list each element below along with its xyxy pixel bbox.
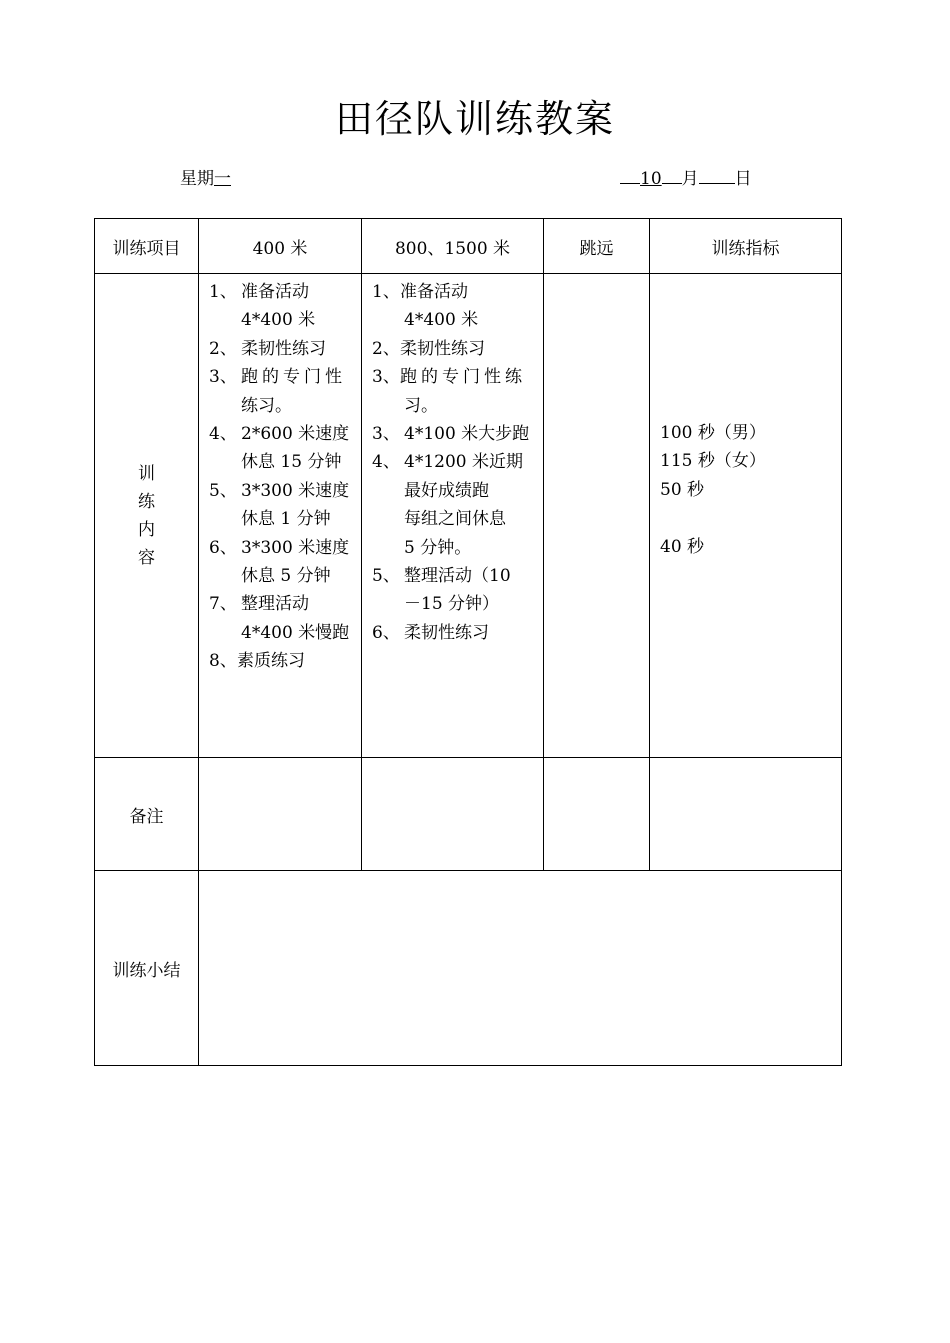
list-item: 4、 2*600 米速度 <box>209 424 350 445</box>
date-day-unit: 日 <box>734 169 752 189</box>
weekday-value: 一 <box>214 169 231 189</box>
list-item: 8、素质练习 <box>209 651 305 672</box>
list-item: 1、 准备活动 <box>209 282 309 302</box>
content-label-char: 容 <box>138 547 155 568</box>
header-400m: 400 米 <box>199 219 362 274</box>
header-long-jump: 跳远 <box>544 219 650 274</box>
list-item: 6、 柔韧性练习 <box>372 622 489 643</box>
notes-row-label: 备注 <box>95 758 199 871</box>
content-label-char: 内 <box>138 519 155 540</box>
list-item: 3、 4*100 米大步跑 <box>372 424 530 445</box>
list-item-continuation: －15 分钟） <box>404 594 500 615</box>
content-label-char: 训 <box>138 463 155 484</box>
list-item: 5、 整理活动（10 <box>372 566 511 587</box>
metric-value: 50 秒 <box>660 479 705 500</box>
list-item: 4、 4*1200 米近期 <box>372 452 523 473</box>
notes-400m-cell <box>199 758 362 871</box>
list-item: 6、 3*300 米速度 <box>209 537 350 558</box>
list-item-continuation: 休息 1 分钟 <box>241 509 331 530</box>
date-blank-before-month <box>620 168 640 184</box>
list-item-continuation: 4*400 米 <box>404 310 479 331</box>
content-400m-list <box>199 274 361 676</box>
date-month: 10 <box>640 169 662 189</box>
content-800-1500m-list <box>362 274 543 647</box>
header-metrics: 训练指标 <box>650 219 842 274</box>
summary-row <box>95 871 842 1066</box>
metric-value: 115 秒（女） <box>660 451 766 472</box>
header-800-1500m: 800、1500 米 <box>362 219 544 274</box>
list-item: 5、 3*300 米速度 <box>209 480 350 501</box>
metric-spacer <box>660 504 835 532</box>
metric-value: 40 秒 <box>660 536 705 557</box>
page-title: 田径队训练教案 <box>334 97 615 141</box>
list-item-continuation: 4*400 米慢跑 <box>241 622 350 643</box>
list-item: 3、 跑的专门性 <box>209 367 346 388</box>
list-item-continuation: 5 分钟。 <box>404 537 472 558</box>
summary-content-cell <box>199 871 842 1066</box>
list-item: 1、准备活动 <box>372 282 468 302</box>
notes-metrics-cell <box>650 758 842 871</box>
list-item-continuation: 最好成绩跑 <box>404 480 489 501</box>
list-item-continuation: 习。 <box>404 395 438 416</box>
list-item: 7、 整理活动 <box>209 594 309 615</box>
training-plan-table <box>94 218 842 1066</box>
date-blank-after-month <box>662 168 682 184</box>
notes-row <box>95 758 842 871</box>
list-item-continuation: 休息 5 分钟 <box>241 566 331 587</box>
notes-long-jump-cell <box>544 758 650 871</box>
metric-value: 100 秒（男） <box>660 423 766 443</box>
content-long-jump-cell <box>544 274 650 758</box>
date-month-unit: 月 <box>681 169 699 189</box>
content-label-vertical <box>138 460 155 572</box>
list-item-continuation: 休息 15 分钟 <box>241 452 342 473</box>
weekday-label: 星期 <box>180 169 214 189</box>
date-day-blank <box>699 168 735 184</box>
metrics-list <box>650 274 841 561</box>
content-row-label <box>95 274 199 758</box>
summary-row-label: 训练小结 <box>95 871 199 1066</box>
date-line <box>620 164 752 189</box>
content-row <box>95 274 842 758</box>
notes-800-1500m-cell <box>362 758 544 871</box>
header-row <box>95 219 842 274</box>
content-800-1500m-cell <box>362 274 544 758</box>
header-item: 训练项目 <box>95 219 199 274</box>
weekday-line <box>180 164 231 189</box>
list-item: 2、柔韧性练习 <box>372 338 485 359</box>
list-item-continuation: 练习。 <box>241 395 292 416</box>
content-label-char: 练 <box>138 491 155 512</box>
list-item-continuation: 每组之间休息 <box>404 509 506 530</box>
list-item: 3、跑的专门性练 <box>372 367 526 388</box>
content-metrics-cell <box>650 274 842 758</box>
list-item-continuation: 4*400 米 <box>241 310 316 331</box>
list-item: 2、 柔韧性练习 <box>209 338 326 359</box>
content-400m-cell <box>199 274 362 758</box>
